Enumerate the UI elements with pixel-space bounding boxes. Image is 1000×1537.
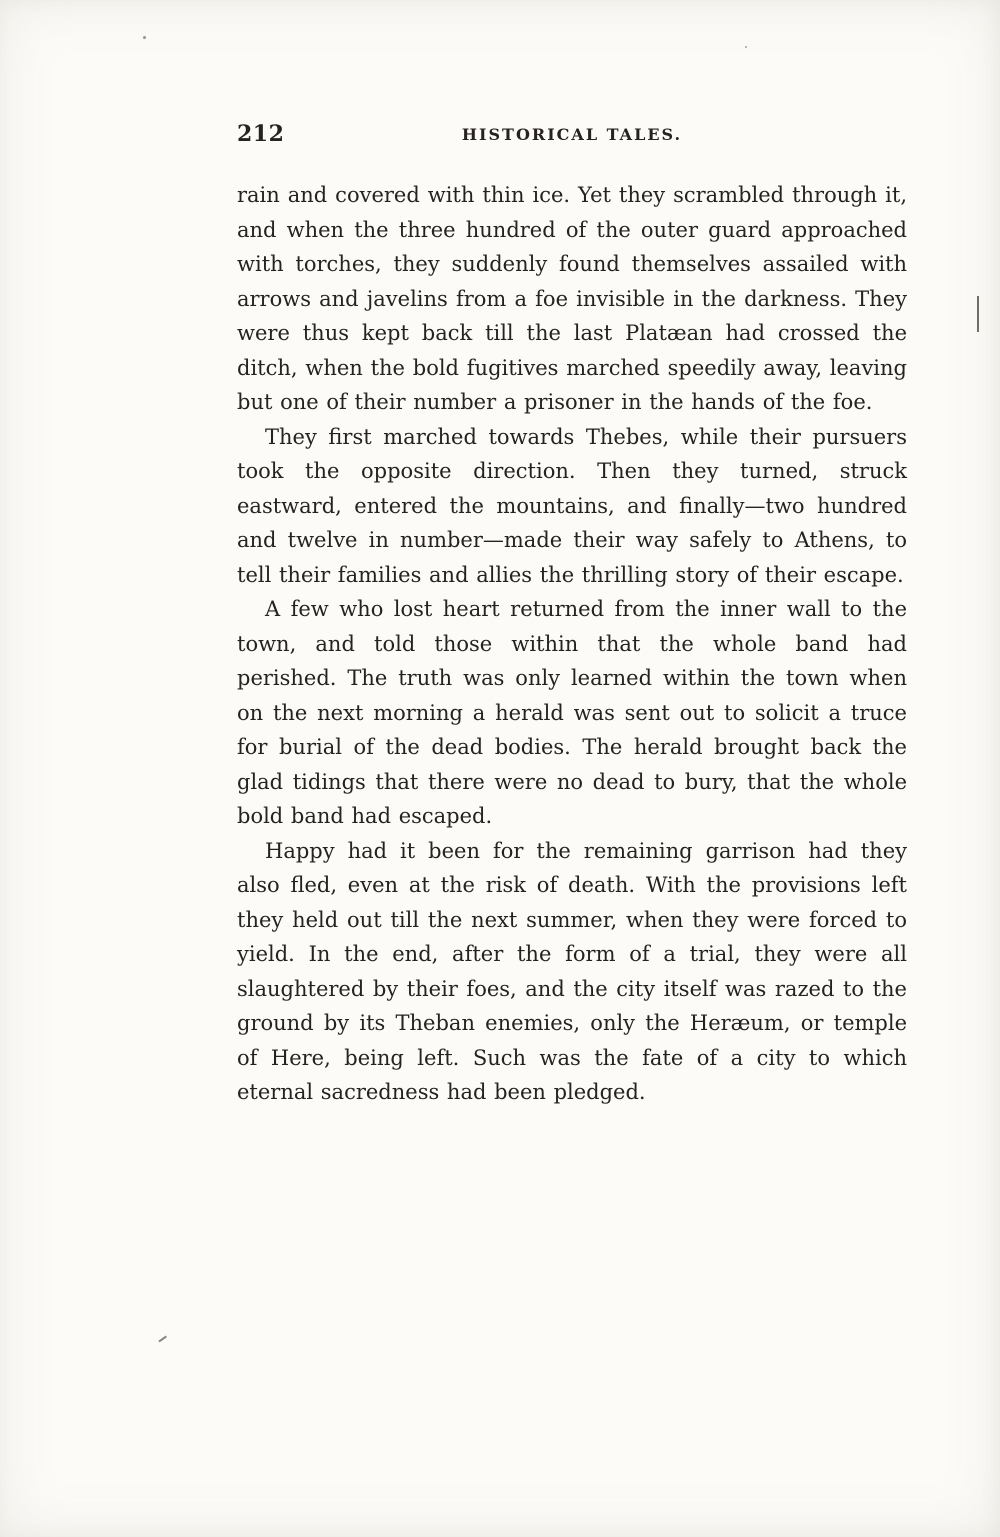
scan-artifact-dot [745, 46, 747, 48]
text-block [237, 178, 907, 1110]
paragraph: rain and covered with thin ice. Yet they scrambled through it, and when the three hundred of the outer guard approached with torches, they suddenly found themselves assailed with arrows and javelins from a foe invisible in the darkness. They were thus kept back till the last Platæan had crossed the ditch, when the bold fugitives marched speedily away, leaving but one of their number a prisoner in the hands of the foe. [237, 183, 907, 414]
page-header [237, 122, 907, 152]
scan-artifact-dot [143, 36, 146, 39]
scan-artifact-tick [158, 1336, 166, 1342]
page-number: 212 [237, 121, 285, 147]
paragraph: Happy had it been for the remaining garrison had they also fled, even at the risk of death. With the provisions left they held out till the next summer, when they were forced to yield. In the end, after the form of a trial, they were all slaughtered by their foes, and the city itself was razed to the ground by its Theban enemies, only the Heræum, or temple of Here, being left. Such was the fate of a city to which eternal sacredness had been pledged. [237, 838, 907, 1104]
running-title: HISTORICAL TALES. [461, 125, 683, 144]
scan-artifact-line [977, 296, 979, 332]
paragraph: They first marched towards Thebes, while their pursuers took the opposite direction. Then they turned, struck eastward, entered the mountains, and finally—two hundred and twelve in number—made their way safely to Athens, to tell their families and allies the thrilling story of their escape. [237, 424, 907, 587]
paragraph: A few who lost heart returned from the inner wall to the town, and told those within that the whole band had perished. The truth was only learned within the town when on the next morning a herald was sent out to solicit a truce for burial of the dead bodies. The herald brought back the glad tidings that there were no dead to bury, that the whole bold band had escaped. [237, 597, 907, 828]
